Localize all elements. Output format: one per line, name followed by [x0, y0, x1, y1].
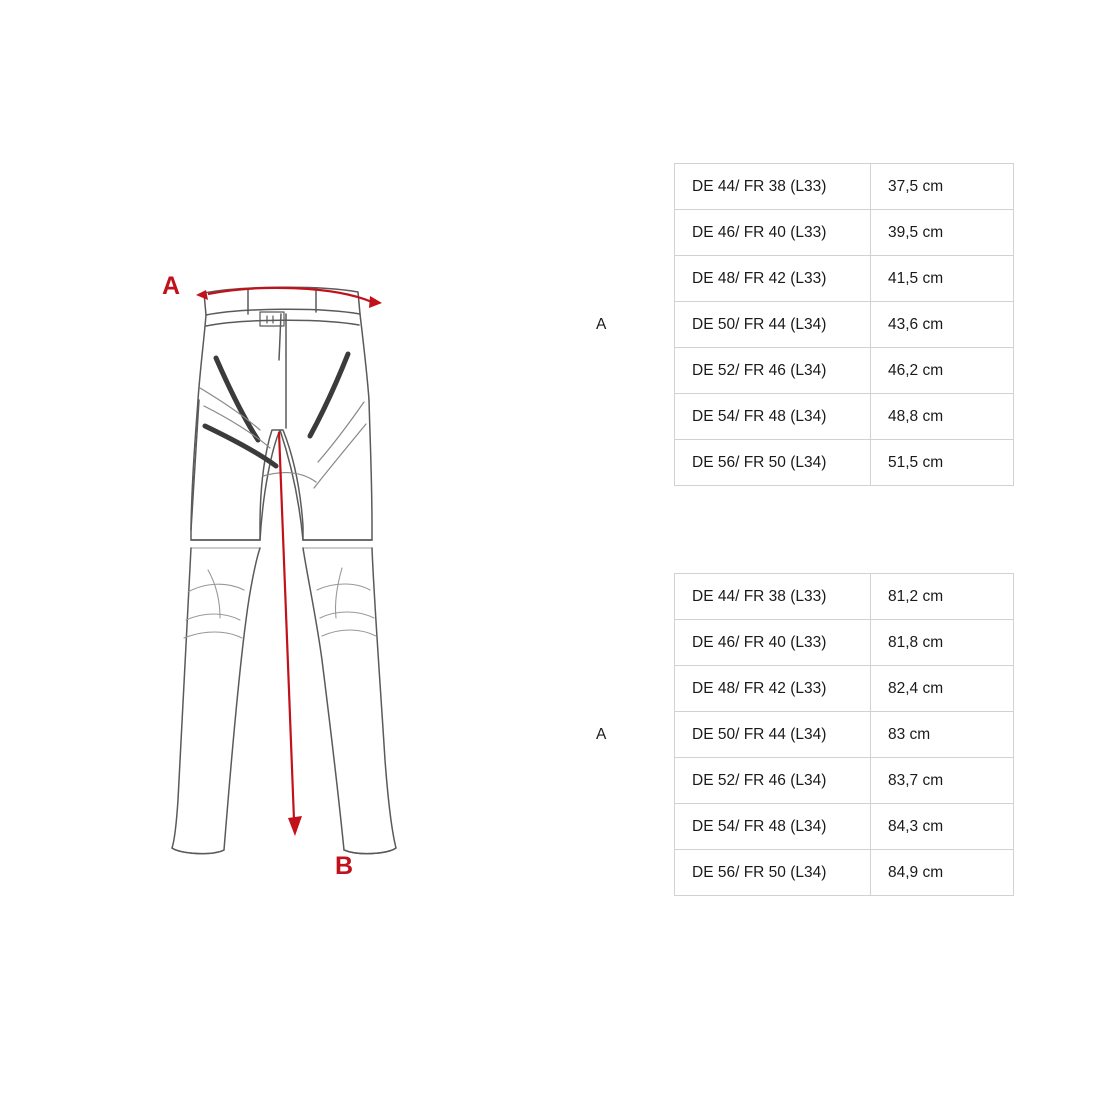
table-key-cell: A	[580, 164, 675, 486]
size-cell: DE 48/ FR 42 (L33)	[675, 666, 871, 712]
value-cell: 51,5 cm	[871, 440, 1014, 486]
size-cell: DE 56/ FR 50 (L34)	[675, 850, 871, 896]
value-cell: 81,8 cm	[871, 620, 1014, 666]
size-cell: DE 52/ FR 46 (L34)	[675, 758, 871, 804]
value-cell: 83,7 cm	[871, 758, 1014, 804]
value-cell: 39,5 cm	[871, 210, 1014, 256]
size-cell: DE 52/ FR 46 (L34)	[675, 348, 871, 394]
waist-measurements-table	[580, 163, 1014, 486]
value-cell: 43,6 cm	[871, 302, 1014, 348]
measure-arrow-b	[279, 432, 302, 836]
size-cell: DE 50/ FR 44 (L34)	[675, 302, 871, 348]
table-key-cell: A	[580, 574, 675, 896]
value-cell: 46,2 cm	[871, 348, 1014, 394]
value-cell: 41,5 cm	[871, 256, 1014, 302]
size-cell: DE 44/ FR 38 (L33)	[675, 164, 871, 210]
trousers-illustration	[120, 240, 500, 920]
measurement-label-a: A	[162, 272, 181, 300]
size-cell: DE 46/ FR 40 (L33)	[675, 620, 871, 666]
value-cell: 37,5 cm	[871, 164, 1014, 210]
value-cell: 82,4 cm	[871, 666, 1014, 712]
size-cell: DE 50/ FR 44 (L34)	[675, 712, 871, 758]
value-cell: 84,3 cm	[871, 804, 1014, 850]
measurement-diagram	[120, 240, 500, 920]
value-cell: 81,2 cm	[871, 574, 1014, 620]
value-cell: 83 cm	[871, 712, 1014, 758]
size-cell: DE 46/ FR 40 (L33)	[675, 210, 871, 256]
table-row	[580, 574, 1014, 620]
size-cell: DE 54/ FR 48 (L34)	[675, 394, 871, 440]
size-cell: DE 56/ FR 50 (L34)	[675, 440, 871, 486]
measurement-label-b: B	[335, 852, 354, 880]
size-cell: DE 44/ FR 38 (L33)	[675, 574, 871, 620]
table-row	[580, 164, 1014, 210]
value-cell: 48,8 cm	[871, 394, 1014, 440]
value-cell: 84,9 cm	[871, 850, 1014, 896]
inseam-measurements-table	[580, 573, 1014, 896]
size-cell: DE 54/ FR 48 (L34)	[675, 804, 871, 850]
size-cell: DE 48/ FR 42 (L33)	[675, 256, 871, 302]
